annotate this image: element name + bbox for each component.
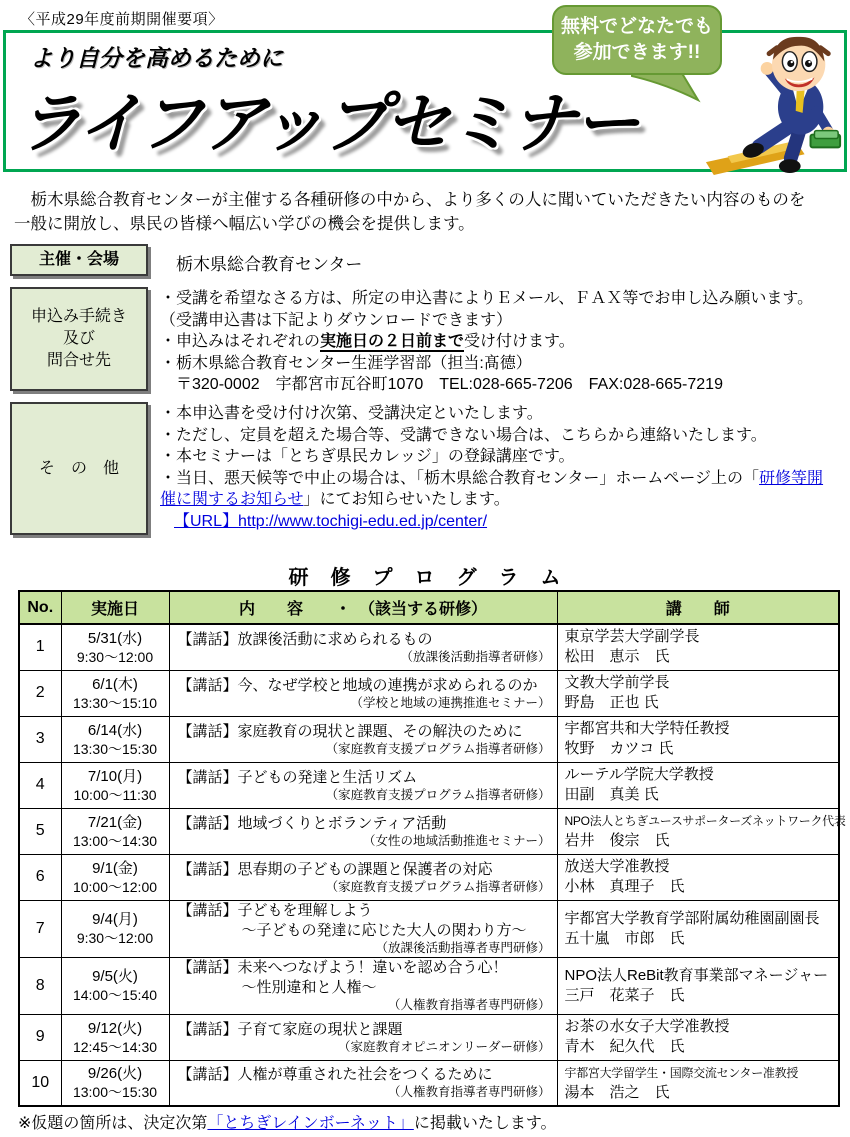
row-lecturer: お茶の水女子大学准教授 青木 紀久代 氏: [557, 1014, 839, 1060]
application-label-line1: 申込み手続き: [30, 308, 127, 325]
application-line3: [160, 331, 848, 353]
row-date: 9/1(金) 10:00～12:00: [61, 854, 169, 900]
row-content: 【講話】放課後活動に求められるもの （放課後活動指導者研修）: [169, 624, 557, 670]
row-lecturer: 宇都宮大学教育学部附属幼稚園副園長 五十嵐 市郎 氏: [557, 900, 839, 957]
bubble-line1: 無料でどなたでも: [560, 16, 713, 37]
row-no: 2: [19, 670, 61, 716]
row-content: 【講話】人権が尊重された社会をつくるために （人権教育指導者専門研修）: [169, 1060, 557, 1106]
row-no: 1: [19, 624, 61, 670]
row-date: 9/12(火) 12:45～14:30: [61, 1014, 169, 1060]
row-content: 【講話】地域づくりとボランティア活動 （女性の地域活動推進セミナー）: [169, 808, 557, 854]
row-lecturer: NPO法人ReBit教育事業部マネージャー 三戸 花菜子 氏: [557, 957, 839, 1014]
other-line1: ・本申込書を受け付け次第、受講決定といたします。: [160, 405, 543, 422]
row-lecturer: 放送大学准教授 小林 真理子 氏: [557, 854, 839, 900]
table-row: [19, 624, 839, 670]
speech-bubble-tail: [618, 70, 704, 106]
row-no: 3: [19, 716, 61, 762]
table-header-row: [19, 591, 839, 624]
notice-link-part1[interactable]: 研修等開: [759, 469, 824, 487]
row-no: 7: [19, 900, 61, 957]
header-no: No.: [19, 591, 61, 624]
table-row: [19, 1060, 839, 1106]
table-row: [19, 808, 839, 854]
other-line4: [160, 468, 848, 490]
application-line2: （受講申込書は下記よりダウンロードできます）: [160, 311, 513, 329]
notice-link-part2[interactable]: 催に関するお知らせ: [160, 491, 304, 508]
other-label-text: そ の 他: [38, 459, 119, 477]
bubble-line2: 参加できます!!: [573, 42, 701, 63]
row-date: 7/21(金) 13:00～14:30: [61, 808, 169, 854]
table-row: [19, 900, 839, 957]
free-participation-speech-bubble: [552, 5, 722, 75]
header-date: 実施日: [61, 591, 169, 624]
host-venue-value: 栃木県総合教育センター: [176, 255, 363, 274]
row-content: 【講話】子どもを理解しよう ～子どもの発達に応じた大人の関わり方～ （放課後活動指導者専門研修）: [169, 900, 557, 957]
row-lecturer: ルーテル学院大学教授 田副 真美 氏: [557, 762, 839, 808]
host-venue-label: [10, 244, 148, 276]
row-lecturer: 文教大学前学長 野島 正也 氏: [557, 670, 839, 716]
application-label: [10, 287, 148, 391]
banner-tagline: より自分を高めるために: [30, 45, 283, 71]
intro-paragraph: [14, 188, 840, 236]
other-line5-post: 」にてお知らせいたします。: [303, 491, 510, 508]
mascot-illustration: [700, 28, 848, 176]
row-date: 6/1(木) 13:30～15:10: [61, 670, 169, 716]
other-line3: ・本セミナーは「とちぎ県民カレッジ」の登録講座です。: [160, 448, 575, 465]
table-row: [19, 1014, 839, 1060]
row-no: 9: [19, 1014, 61, 1060]
footer-pre: ※仮題の箇所は、決定次第: [18, 1115, 208, 1132]
application-line4: ・栃木県総合教育センター生涯学習部（担当:髙德）: [160, 354, 532, 372]
row-date: 9/26(火) 13:00～15:30: [61, 1060, 169, 1106]
row-no: 8: [19, 957, 61, 1014]
header-lecturer: 講 師: [557, 591, 839, 624]
row-date: 9/5(火) 14:00～15:40: [61, 957, 169, 1014]
program-table: [18, 590, 846, 1107]
row-content: 【講話】未来へつなげよう！違いを認め合う心！ ～性別違和と人権～ （人権教育指導者専門研修）: [169, 957, 557, 1014]
program-title: 研 修 プ ロ グ ラ ム: [288, 567, 562, 589]
table-row: [19, 670, 839, 716]
row-content: 【講話】思春期の子どもの課題と保護者の対応 （家庭教育支援プログラム指導者研修）: [169, 854, 557, 900]
row-content: 【講話】今、なぜ学校と地域の連携が求められるのか （学校と地域の連携推進セミナー）: [169, 670, 557, 716]
application-line3-post: 受け付けます。: [464, 333, 575, 350]
table-row: [19, 716, 839, 762]
application-line1: ・受講を希望なさる方は、所定の申込書によりＥメール、ＦＡＸ等でお申し込み願います。: [160, 290, 814, 307]
row-lecturer: 東京学芸大学副学長 松田 恵示 氏: [557, 624, 839, 670]
row-content: 【講話】子どもの発達と生活リズム （家庭教育支援プログラム指導者研修）: [169, 762, 557, 808]
table-row: [19, 762, 839, 808]
application-content: [160, 288, 848, 396]
application-line3-pre: ・申込みはそれぞれの: [160, 333, 321, 350]
intro-line1: 栃木県総合教育センターが主催する各種研修の中から、より多くの人に聞いていただきたい内容のものを: [14, 191, 806, 209]
url-line: [160, 511, 848, 533]
row-lecturer: 宇都宮共和大学特任教授 牧野 カツコ 氏: [557, 716, 839, 762]
other-label: [10, 402, 148, 535]
other-line5: [160, 489, 848, 511]
other-line2: ・ただし、定員を超えた場合等、受講できない場合は、こちらから連絡いたします。: [160, 426, 767, 444]
row-date: 6/14(水) 13:30～15:30: [61, 716, 169, 762]
table-row: [19, 854, 839, 900]
host-venue-label-text: 主催・会場: [38, 251, 119, 268]
deadline-emphasis: 実施日の２日前まで: [320, 333, 465, 350]
row-no: 10: [19, 1060, 61, 1106]
edition-note: 〈平成29年度前期開催要項〉: [20, 11, 224, 28]
row-content: 【講話】家庭教育の現状と課題、その解決のために （家庭教育支援プログラム指導者研修）: [169, 716, 557, 762]
other-line4-pre: ・当日、悪天候等で中止の場合は、「栃木県総合教育センター」ホームページ上の「: [160, 469, 760, 487]
row-no: 4: [19, 762, 61, 808]
application-line5: 〒320-0002 宇都宮市瓦谷町1070 TEL:028-665-7206 FAX:028-665-7219: [160, 376, 723, 393]
application-label-line3: 問合せ先: [46, 352, 111, 369]
footer-post: に掲載いたします。: [413, 1115, 557, 1132]
row-date: 9/4(月) 9:30～12:00: [61, 900, 169, 957]
application-label-line2: 及び: [62, 330, 95, 347]
rainbow-net-link[interactable]: 「とちぎレインボーネット」: [207, 1115, 414, 1132]
footer-note: [18, 1110, 557, 1133]
header-content: 内 容 ・ （該当する研修）: [169, 591, 557, 624]
row-date: 5/31(水) 9:30～12:00: [61, 624, 169, 670]
url-label: 【URL】: [174, 512, 239, 530]
other-content: [160, 403, 848, 532]
seminar-title: ライフアップセミナー: [16, 86, 637, 160]
row-no: 5: [19, 808, 61, 854]
row-lecturer: 宇都宮大学留学生・国際交流センター准教授 湯本 浩之 氏: [557, 1060, 839, 1106]
row-date: 7/10(月) 10:00～11:30: [61, 762, 169, 808]
center-url-link[interactable]: http://www.tochigi-edu.ed.jp/center/: [238, 512, 488, 530]
row-content: 【講話】子育て家庭の現状と課題 （家庭教育オピニオンリーダー研修）: [169, 1014, 557, 1060]
program-table-body: [19, 624, 846, 1106]
intro-line2: 一般に開放し、県民の皆様へ幅広い学びの機会を提供します。: [14, 215, 475, 233]
table-row: [19, 957, 839, 1014]
row-lecturer: NPO法人とちぎユースサポーターズネットワーク代表 岩井 俊宗 氏: [557, 808, 839, 854]
row-no: 6: [19, 854, 61, 900]
